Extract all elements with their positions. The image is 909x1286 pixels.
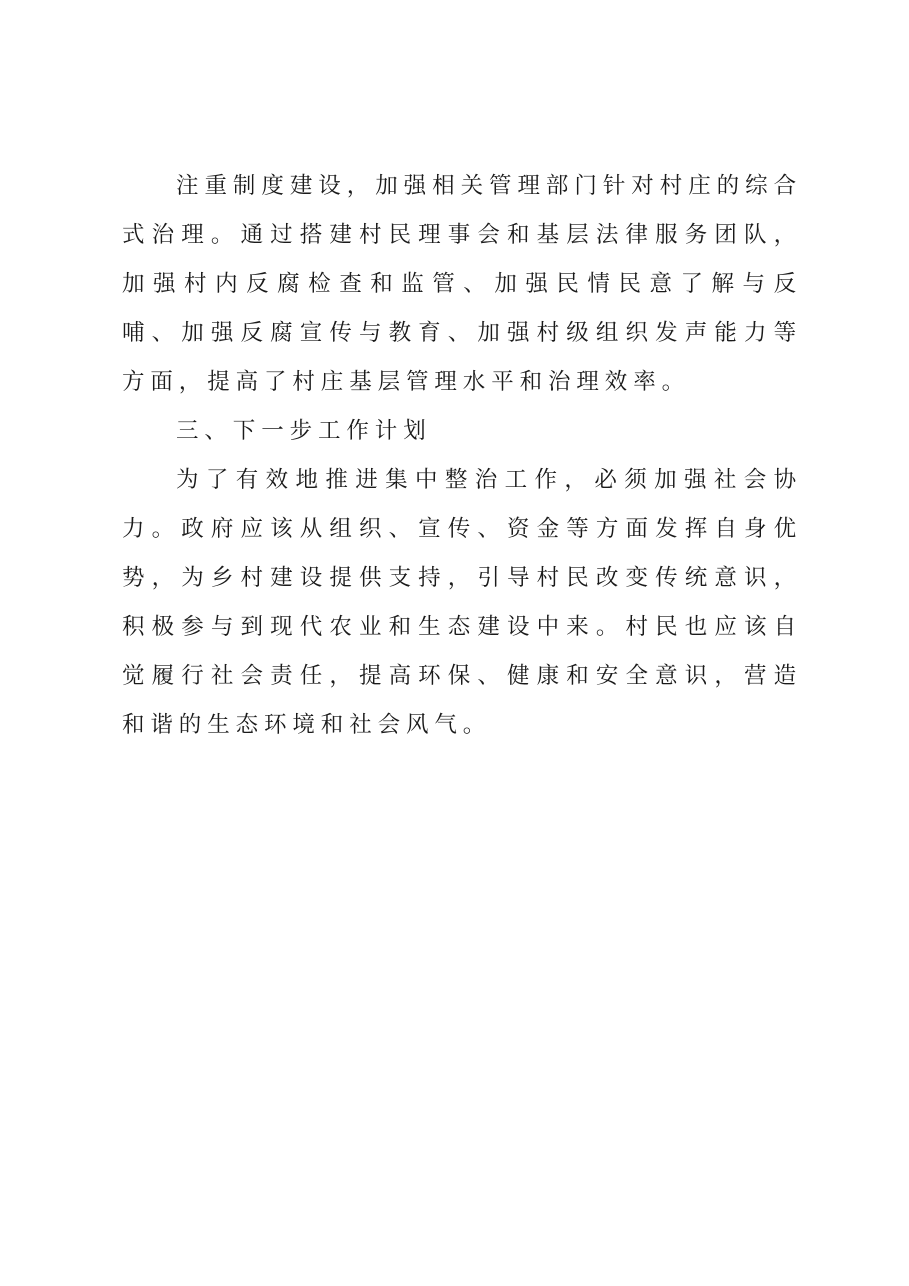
paragraph-institution-building: 注重制度建设，加强相关管理部门针对村庄的综合式治理。通过搭建村民理事会和基层法律服务团队，加强村内反腐检查和监管、加强民情民意了解与反哺、加强反腐宣传与教育、加强村级组织发声能力等方面，提高了村庄基层管理水平和治理效率。: [122, 173, 802, 395]
document-body: [122, 162, 802, 750]
section-heading-next-steps: 三、下一步工作计划: [176, 418, 432, 444]
paragraph-social-cooperation: 为了有效地推进集中整治工作，必须加强社会协力。政府应该从组织、宣传、资金等方面发挥自身优势，为乡村建设提供支持，引导村民改变传统意识，积极参与到现代农业和生态建设中来。村民也应该自觉履行社会责任，提高环保、健康和安全意识，营造和谐的生态环境和社会风气。: [122, 467, 802, 738]
